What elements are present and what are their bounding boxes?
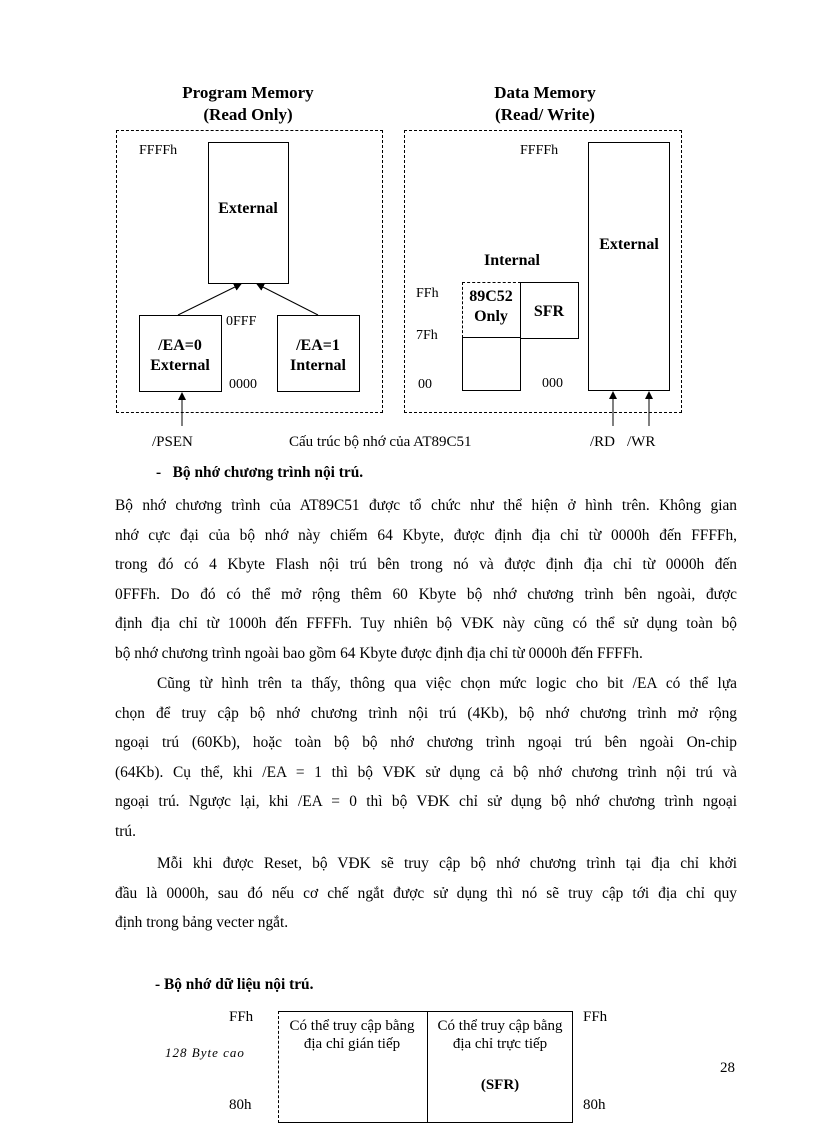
p2-line: chọn để truy cập bộ nhớ chương trình nội trú (4Kb), bộ nhớ chương trình mở rộng <box>115 704 737 722</box>
p2-line: (64Kb). Cụ thể, khi /EA = 1 thì bộ VĐK sử dụng cả bộ nhớ chương trình nội trú và <box>115 763 737 781</box>
figure-caption: Cấu trúc bộ nhớ của AT89C51 <box>289 434 472 450</box>
p1-line: nhớ cực đại của bộ nhớ này chiếm 64 Kbyte, được định địa chỉ từ 0000h đến FFFFh, <box>115 526 737 544</box>
data-addr-ffh: FFh <box>416 286 439 301</box>
p1-line: Bộ nhớ chương trình của AT89C51 được tổ chức như thể hiện ở hình trên. Không gian <box>115 497 737 514</box>
data-addr-7fh: 7Fh <box>416 328 438 343</box>
section2-heading: - Bộ nhớ dữ liệu nội trú. <box>155 976 314 993</box>
page-number: 28 <box>720 1060 735 1076</box>
table-left-ffh: FFh <box>229 1009 254 1025</box>
c52-line1: 89C52 <box>469 288 513 305</box>
ea0-line1: /EA=0 <box>158 337 202 354</box>
p2-line: Cũng từ hình trên ta thấy, thông qua việc chọn mức logic cho bit /EA có thể lựa <box>157 675 737 692</box>
ea1-line1: /EA=1 <box>296 337 340 354</box>
section1-paragraph-1 <box>115 491 737 669</box>
ea0-line2: External <box>150 357 210 374</box>
p1-line: 0FFFh. Do đó có thể mở rộng thêm 60 Kbyte bộ nhớ chương trình bên ngoài, được <box>115 585 737 603</box>
section1-heading: - Bộ nhớ chương trình nội trú. <box>156 464 364 481</box>
indirect-cell-text: Có thể truy cập bằng địa chỉ gián tiếp <box>289 1018 415 1052</box>
p2-line: ngoại trú. Ngược lại, khi /EA = 0 thì bộ VĐK chỉ sử dụng bộ nhớ chương trình ngoại <box>115 793 737 811</box>
data-addr-00: 00 <box>418 377 432 392</box>
program-memory-title-line2: (Read Only) <box>203 105 293 124</box>
p2-line: trú. <box>115 822 136 840</box>
p1-line: bộ nhớ chương trình ngoài bao gồm 64 Kbyte được định địa chỉ từ 0000h đến FFFFh. <box>115 644 643 662</box>
program-addr-0000: 0000 <box>229 377 257 392</box>
p1-line: trong đó có 4 Kbyte Flash nội trú bên trong nó và được định địa chỉ từ 0000h đến <box>115 556 737 574</box>
data-external-label: External <box>599 236 659 253</box>
signal-wr: /WR <box>627 434 656 450</box>
c52-line2: Only <box>474 308 508 325</box>
direct-cell-sfr: (SFR) <box>480 1077 520 1093</box>
p3-line: Mỗi khi được Reset, bộ VĐK sẽ truy cập bộ nhớ chương trình tại địa chỉ khởi <box>157 855 737 872</box>
program-memory-title-line1: Program Memory <box>182 83 314 102</box>
p3-line: đầu là 0000h, sau đó nếu cơ chế ngắt được sử dụng thì nó sẽ truy cập tới địa chỉ quy <box>115 884 737 902</box>
program-external-label: External <box>218 200 278 217</box>
section1-paragraph-3 <box>115 849 737 938</box>
table-right-ffh: FFh <box>583 1009 608 1025</box>
figure-arrows <box>0 0 816 470</box>
data-addr-000: 000 <box>542 376 563 391</box>
p3-line: định trong bảng vecter ngắt. <box>115 914 289 932</box>
data-memory-top-address: FFFFh <box>520 143 559 158</box>
direct-cell-text: Có thể truy cập bằng địa chỉ trực tiếp <box>437 1018 563 1052</box>
table-right-80h: 80h <box>583 1097 606 1113</box>
ea0-to-external-arrow <box>178 284 241 315</box>
table-left-80h: 80h <box>229 1097 252 1113</box>
data-memory-title-line2: (Read/ Write) <box>495 105 595 124</box>
ea1-to-external-arrow <box>257 284 318 315</box>
data-internal-label: Internal <box>484 252 540 269</box>
data-memory-title-line1: Data Memory <box>494 83 596 102</box>
signal-psen: /PSEN <box>152 434 193 450</box>
ea1-line2: Internal <box>290 357 346 374</box>
signal-rd: /RD <box>590 434 616 450</box>
sfr-label: SFR <box>533 303 565 320</box>
p2-line: ngoại trú (60Kb), hoặc toàn bộ bộ nhớ chương trình ngoại trú bên ngoài On-chip <box>115 734 737 752</box>
program-memory-top-address: FFFFh <box>139 143 178 158</box>
program-addr-0fff: 0FFF <box>226 314 257 329</box>
section1-paragraph-2 <box>115 669 737 847</box>
p1-line: định địa chỉ từ 1000h đến FFFFh. Tuy nhiên bộ VĐK này cũng có thể sử dụng toàn bộ <box>115 615 737 633</box>
table-side-label: 128 Byte cao <box>165 1045 245 1060</box>
